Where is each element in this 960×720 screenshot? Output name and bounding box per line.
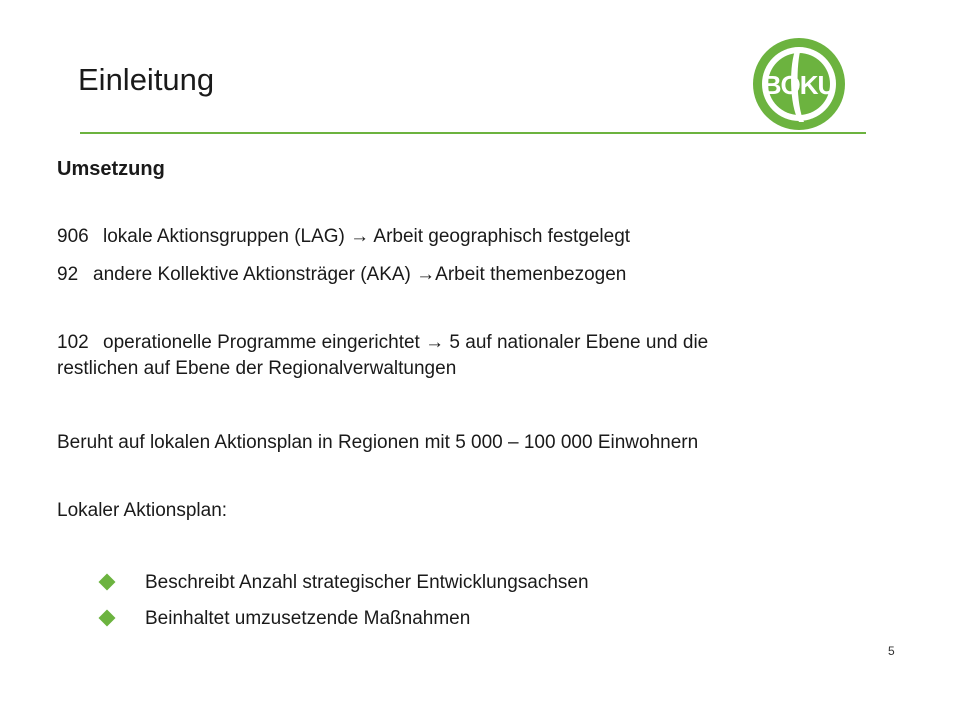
count-value: 102 — [57, 332, 89, 353]
diamond-bullet-icon — [99, 610, 116, 627]
list-item — [57, 262, 626, 288]
item-text: Arbeit geographisch festgelegt — [373, 226, 631, 247]
list-item — [57, 224, 630, 250]
paragraph: Lokaler Aktionsplan: — [57, 500, 228, 521]
arrow-right-icon: → — [425, 332, 445, 353]
item-text: Arbeit themenbezogen — [435, 264, 627, 285]
count-value: 92 — [57, 264, 79, 285]
section-heading: Umsetzung — [57, 158, 165, 180]
count-value: 906 — [57, 226, 89, 247]
paragraph-text: restlichen auf Ebene der Regionalverwaltungen — [57, 358, 457, 379]
paragraph-text: 5 auf nationaler Ebene und die — [449, 332, 709, 353]
svg-text:BOKU: BOKU — [762, 70, 836, 100]
arrow-right-icon: → — [416, 264, 436, 285]
arrow-right-icon: → — [350, 226, 370, 247]
paragraph: Beruht auf lokalen Aktionsplan in Regionen mit 5 000 – 100 000 Einwohnern — [57, 432, 699, 453]
diamond-bullet-icon — [99, 574, 116, 591]
item-text: lokale Aktionsgruppen (LAG) — [103, 226, 345, 247]
boku-logo — [749, 34, 849, 134]
title-divider — [80, 132, 866, 134]
paragraph — [57, 330, 907, 382]
page-number: 5 — [888, 644, 895, 658]
bullet-item: Beinhaltet umzusetzende Maßnahmen — [145, 608, 471, 629]
item-text: andere Kollektive Aktionsträger (AKA) — [93, 264, 411, 285]
slide-title: Einleitung — [78, 62, 215, 97]
bullet-item: Beschreibt Anzahl strategischer Entwicklungsachsen — [145, 572, 589, 593]
paragraph-text: operationelle Programme eingerichtet — [103, 332, 420, 353]
